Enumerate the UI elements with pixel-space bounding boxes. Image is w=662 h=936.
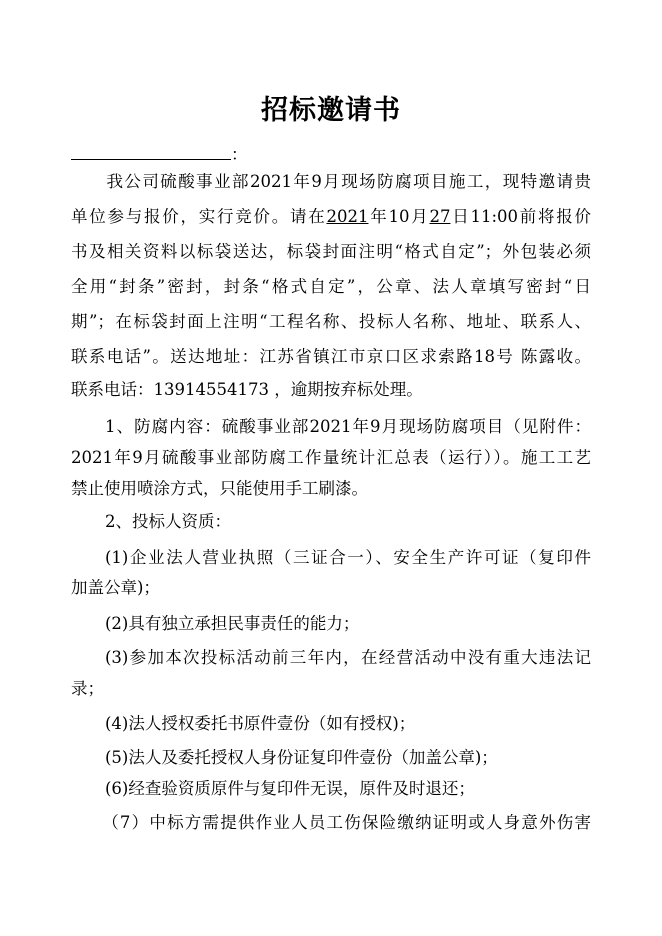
qualification-3-line-2: 录； bbox=[71, 679, 104, 698]
paragraph-1-line-5: 期”；在标袋封面上注明“工程名称、投标人名称、地址、联系人、 bbox=[71, 312, 591, 331]
addressee-line bbox=[71, 143, 591, 165]
document-title: 招标邀请书 bbox=[261, 95, 401, 126]
paragraph-1-line-2: 单位参与报价，实行竞价。请在2021年10月27日11:00前将报价 bbox=[71, 207, 592, 226]
qualification-6: (6)经查验资质原件与复印件无误，原件及时退还； bbox=[105, 779, 475, 798]
addressee-colon: ： bbox=[231, 145, 248, 164]
deadline-year: 2021 bbox=[326, 207, 369, 226]
qualification-4: (4)法人授权委托书原件壹份（如有授权)； bbox=[105, 714, 416, 733]
paragraph-1-line-1: 我公司硫酸事业部2021年9月现场防腐项目施工，现特邀请贵 bbox=[105, 172, 591, 191]
qualification-3-line-1: (3)参加本次投标活动前三年内，在经营活动中没有重大违法记 bbox=[105, 648, 591, 667]
qualification-1-line-2: 加盖公章)； bbox=[71, 578, 160, 597]
section-1-line-1: 1、防腐内容：硫酸事业部2021年9月现场防腐项目（见附件： bbox=[105, 417, 591, 436]
deadline-day: 27 bbox=[429, 207, 451, 226]
paragraph-1-line-4: 全用“封条”密封，封条“格式自定”，公章、法人章填写密封“日 bbox=[71, 277, 591, 296]
qualification-1-line-1: (1)企业法人营业执照（三证合一）、安全生产许可证（复印件 bbox=[105, 548, 591, 567]
addressee-blank bbox=[71, 143, 231, 160]
qualification-2: (2)具有独立承担民事责任的能力； bbox=[105, 614, 360, 633]
section-1-line-3: 禁止使用喷涂方式，只能使用手工刷漆。 bbox=[71, 479, 368, 498]
paragraph-1-line-7: 联系电话：13914554173 ，逾期按弃标处理。 bbox=[71, 380, 423, 399]
section-1-line-2: 2021年9月硫酸事业部防腐工作量统计汇总表（运行））。施工工艺 bbox=[71, 448, 591, 467]
paragraph-1-line-6: 联系电话”。送达地址：江苏省镇江市京口区求索路18号 陈露收。 bbox=[71, 347, 591, 366]
qualification-5: (5)法人及委托授权人身份证复印件壹份（加盖公章)； bbox=[105, 748, 498, 767]
section-2-heading: 2、投标人资质： bbox=[105, 512, 231, 531]
paragraph-1-line-3: 书及相关资料以标袋送达，标袋封面注明“格式自定”；外包装必须 bbox=[71, 242, 591, 261]
qualification-7-line-1: （7）中标方需提供作业人员工伤保险缴纳证明或人身意外伤害 bbox=[101, 813, 591, 832]
